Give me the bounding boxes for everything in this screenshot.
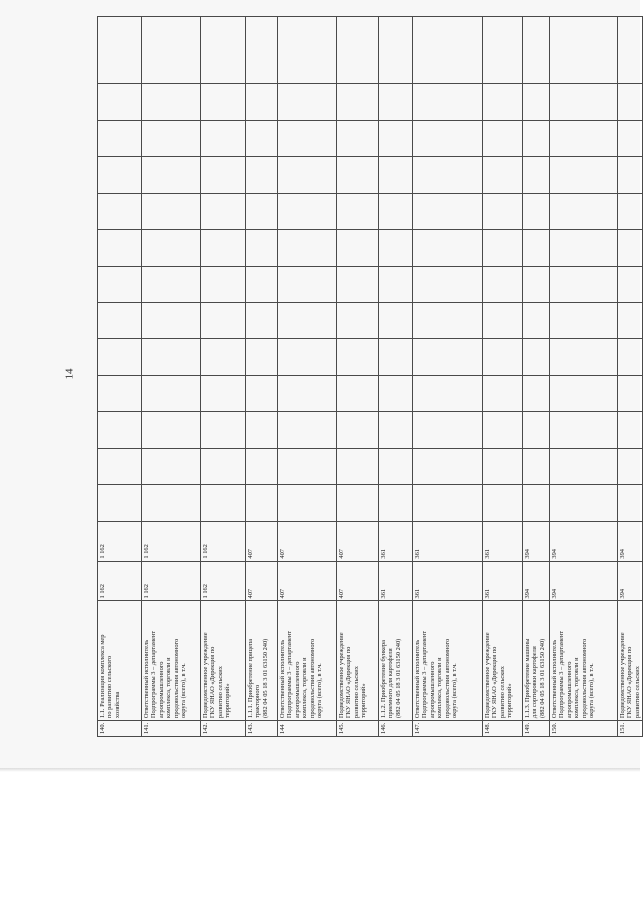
- empty-cell: [523, 412, 550, 448]
- year-value-cell: 394: [618, 521, 643, 561]
- empty-cell: [379, 339, 413, 375]
- empty-cell: [379, 412, 413, 448]
- empty-cell: [550, 266, 618, 302]
- row-number-cell: 142.: [201, 721, 246, 737]
- empty-cell: [201, 157, 246, 193]
- row-number-cell: 144: [278, 721, 337, 737]
- empty-cell: [278, 230, 337, 266]
- table-row: [550, 17, 618, 737]
- empty-cell: [246, 303, 278, 339]
- total-value-cell: 394: [550, 561, 618, 601]
- empty-cell: [379, 375, 413, 411]
- row-number-cell: 140.: [98, 721, 142, 737]
- empty-cell: [523, 266, 550, 302]
- empty-cell: [142, 303, 201, 339]
- empty-cell: [246, 375, 278, 411]
- year-value-cell: 361: [413, 521, 483, 561]
- empty-cell: [98, 485, 142, 521]
- empty-cell: [618, 339, 643, 375]
- empty-cell: [246, 193, 278, 229]
- empty-cell: [550, 17, 618, 84]
- empty-cell: [246, 157, 278, 193]
- empty-cell: [523, 375, 550, 411]
- empty-cell: [337, 485, 379, 521]
- year-value-cell: 1 162: [98, 521, 142, 561]
- row-number-cell: 141.: [142, 721, 201, 737]
- table-row: [337, 17, 379, 737]
- empty-cell: [379, 120, 413, 156]
- empty-cell: [483, 17, 523, 84]
- year-value-cell: 1 162: [201, 521, 246, 561]
- empty-cell: [523, 84, 550, 120]
- empty-cell: [413, 266, 483, 302]
- empty-cell: [618, 120, 643, 156]
- table-row: [246, 17, 278, 737]
- empty-cell: [201, 485, 246, 521]
- empty-cell: [483, 339, 523, 375]
- empty-cell: [413, 375, 483, 411]
- total-value-cell: 407: [246, 561, 278, 601]
- empty-cell: [246, 339, 278, 375]
- empty-cell: [201, 375, 246, 411]
- row-number-cell: 149.: [523, 721, 550, 737]
- total-value-cell: 407: [278, 561, 337, 601]
- row-name-cell: Ответственный исполнитель Подпрограммы 3 – департамент агропромышленного комплекса, торговли и продовольствия автономного округа (всего), в т.ч.: [550, 601, 618, 721]
- empty-cell: [246, 266, 278, 302]
- empty-cell: [550, 84, 618, 120]
- year-value-cell: 361: [483, 521, 523, 561]
- empty-cell: [379, 193, 413, 229]
- empty-cell: [413, 230, 483, 266]
- empty-cell: [379, 485, 413, 521]
- empty-cell: [550, 120, 618, 156]
- empty-cell: [483, 485, 523, 521]
- row-name-cell: Ответственный исполнитель Подпрограммы 3 – департамент агропромышленного комплекса, торговли и продовольствия автономного округа (всего), в т.ч.: [278, 601, 337, 721]
- empty-cell: [246, 485, 278, 521]
- empty-cell: [201, 84, 246, 120]
- empty-cell: [278, 303, 337, 339]
- empty-cell: [337, 157, 379, 193]
- empty-cell: [483, 448, 523, 484]
- empty-cell: [142, 157, 201, 193]
- empty-cell: [98, 120, 142, 156]
- empty-cell: [201, 448, 246, 484]
- empty-cell: [550, 375, 618, 411]
- empty-cell: [550, 303, 618, 339]
- empty-cell: [98, 266, 142, 302]
- empty-cell: [618, 375, 643, 411]
- empty-cell: [379, 230, 413, 266]
- year-value-cell: 407: [278, 521, 337, 561]
- empty-cell: [483, 84, 523, 120]
- empty-cell: [523, 448, 550, 484]
- empty-cell: [278, 193, 337, 229]
- total-value-cell: 361: [379, 561, 413, 601]
- empty-cell: [278, 485, 337, 521]
- empty-cell: [278, 17, 337, 84]
- row-name-cell: Подведомственное учреждение ГКУ ЯНАО «Дирекция по развитию сельских территорий»: [337, 601, 379, 721]
- empty-cell: [413, 193, 483, 229]
- table-row: [379, 17, 413, 737]
- total-value-cell: 361: [413, 561, 483, 601]
- empty-cell: [142, 230, 201, 266]
- total-value-cell: 394: [523, 561, 550, 601]
- empty-cell: [201, 303, 246, 339]
- total-value-cell: 394: [618, 561, 643, 601]
- row-name-cell: Подведомственное учреждение ГКУ ЯНАО «Дирекция по развитию сельских территорий»: [483, 601, 523, 721]
- empty-cell: [523, 303, 550, 339]
- empty-cell: [278, 120, 337, 156]
- row-name-cell: 1.1.3. Приобретение машины для сортировки картофеля (882 04 05 18 3 01 63150 240): [523, 601, 550, 721]
- year-value-cell: 1 162: [142, 521, 201, 561]
- row-number-cell: 147.: [413, 721, 483, 737]
- empty-cell: [246, 84, 278, 120]
- empty-cell: [201, 120, 246, 156]
- empty-cell: [618, 266, 643, 302]
- empty-cell: [550, 485, 618, 521]
- row-name-cell: 1.1.1. Приобретение прицепа тракторного (882 04 05 18 3 01 63150 240): [246, 601, 278, 721]
- empty-cell: [550, 412, 618, 448]
- empty-cell: [278, 339, 337, 375]
- empty-cell: [98, 157, 142, 193]
- empty-cell: [201, 193, 246, 229]
- row-number-cell: 150.: [550, 721, 618, 737]
- empty-cell: [618, 485, 643, 521]
- empty-cell: [618, 448, 643, 484]
- row-number-cell: 143.: [246, 721, 278, 737]
- empty-cell: [246, 230, 278, 266]
- empty-cell: [201, 230, 246, 266]
- empty-cell: [98, 339, 142, 375]
- empty-cell: [98, 448, 142, 484]
- empty-cell: [142, 84, 201, 120]
- row-name-cell: 1.1. Реализация комплекса мер по развитию сельского хозяйства: [98, 601, 142, 721]
- page-number: 14: [63, 368, 76, 380]
- row-name-cell: Ответственный исполнитель Подпрограммы 3 – департамент агропромышленного комплекса, торговли и продовольствия автономного округа (всего), в т.ч.: [142, 601, 201, 721]
- empty-cell: [98, 303, 142, 339]
- empty-cell: [618, 157, 643, 193]
- empty-cell: [246, 448, 278, 484]
- rotated-table-wrapper: [97, 16, 641, 737]
- empty-cell: [379, 266, 413, 302]
- row-name-cell: Ответственный исполнитель Подпрограммы 3 – департамент агропромышленного комплекса, торговли и продовольствия автономного округа (всего), в т.ч.: [413, 601, 483, 721]
- empty-cell: [618, 412, 643, 448]
- empty-cell: [379, 303, 413, 339]
- empty-cell: [246, 17, 278, 84]
- empty-cell: [337, 17, 379, 84]
- year-value-cell: 394: [523, 521, 550, 561]
- row-number-cell: 148.: [483, 721, 523, 737]
- table-row: [201, 17, 246, 737]
- empty-cell: [413, 339, 483, 375]
- empty-cell: [413, 412, 483, 448]
- empty-cell: [523, 485, 550, 521]
- empty-cell: [483, 412, 523, 448]
- empty-cell: [337, 266, 379, 302]
- table-row: [523, 17, 550, 737]
- empty-cell: [201, 339, 246, 375]
- empty-cell: [98, 412, 142, 448]
- empty-cell: [413, 17, 483, 84]
- table-row: [483, 17, 523, 737]
- table-row: [278, 17, 337, 737]
- empty-cell: [618, 84, 643, 120]
- total-value-cell: 407: [337, 561, 379, 601]
- empty-cell: [379, 157, 413, 193]
- empty-cell: [618, 17, 643, 84]
- empty-cell: [523, 17, 550, 84]
- table-row: [98, 17, 142, 737]
- empty-cell: [523, 157, 550, 193]
- table-row: [618, 17, 643, 737]
- empty-cell: [278, 266, 337, 302]
- empty-cell: [483, 193, 523, 229]
- empty-cell: [278, 84, 337, 120]
- empty-cell: [550, 193, 618, 229]
- empty-cell: [98, 193, 142, 229]
- empty-cell: [246, 120, 278, 156]
- total-value-cell: 1 162: [142, 561, 201, 601]
- budget-table: [97, 16, 643, 737]
- empty-cell: [337, 412, 379, 448]
- total-value-cell: 361: [483, 561, 523, 601]
- empty-cell: [201, 412, 246, 448]
- total-value-cell: 1 162: [201, 561, 246, 601]
- empty-cell: [379, 448, 413, 484]
- empty-cell: [246, 412, 278, 448]
- empty-cell: [413, 485, 483, 521]
- table-row: [413, 17, 483, 737]
- empty-cell: [201, 266, 246, 302]
- empty-cell: [142, 120, 201, 156]
- empty-cell: [379, 84, 413, 120]
- empty-cell: [98, 230, 142, 266]
- empty-cell: [278, 375, 337, 411]
- year-value-cell: 394: [550, 521, 618, 561]
- total-value-cell: 1 162: [98, 561, 142, 601]
- empty-cell: [98, 17, 142, 84]
- row-name-cell: 1.1.2. Приобретение бункера приемного для картофеля (882 04 05 18 3 01 63150 240): [379, 601, 413, 721]
- empty-cell: [142, 412, 201, 448]
- row-name-cell: Подведомственное учреждение ГКУ ЯНАО «Дирекция по развитию сельских: [618, 601, 643, 721]
- empty-cell: [142, 339, 201, 375]
- empty-cell: [413, 157, 483, 193]
- empty-cell: [483, 266, 523, 302]
- year-value-cell: 407: [337, 521, 379, 561]
- empty-cell: [523, 230, 550, 266]
- empty-cell: [98, 375, 142, 411]
- empty-cell: [142, 266, 201, 302]
- empty-cell: [413, 303, 483, 339]
- empty-cell: [483, 303, 523, 339]
- empty-cell: [142, 17, 201, 84]
- empty-cell: [337, 303, 379, 339]
- empty-cell: [523, 120, 550, 156]
- row-number-cell: 146.: [379, 721, 413, 737]
- empty-cell: [379, 17, 413, 84]
- empty-cell: [337, 120, 379, 156]
- empty-cell: [142, 485, 201, 521]
- empty-cell: [550, 339, 618, 375]
- empty-cell: [483, 157, 523, 193]
- empty-cell: [550, 230, 618, 266]
- row-number-cell: 151.: [618, 721, 643, 737]
- empty-cell: [550, 448, 618, 484]
- empty-cell: [337, 375, 379, 411]
- empty-cell: [550, 157, 618, 193]
- empty-cell: [483, 120, 523, 156]
- empty-cell: [618, 303, 643, 339]
- empty-cell: [618, 230, 643, 266]
- empty-cell: [523, 339, 550, 375]
- empty-cell: [142, 448, 201, 484]
- table-row: [142, 17, 201, 737]
- empty-cell: [618, 193, 643, 229]
- empty-cell: [413, 84, 483, 120]
- empty-cell: [337, 230, 379, 266]
- empty-cell: [337, 84, 379, 120]
- row-name-cell: Подведомственное учреждение ГКУ ЯНАО «Дирекция по развитию сельских территорий»: [201, 601, 246, 721]
- empty-cell: [523, 193, 550, 229]
- empty-cell: [337, 193, 379, 229]
- year-value-cell: 361: [379, 521, 413, 561]
- empty-cell: [483, 375, 523, 411]
- empty-cell: [142, 193, 201, 229]
- empty-cell: [278, 448, 337, 484]
- empty-cell: [337, 448, 379, 484]
- empty-cell: [278, 412, 337, 448]
- empty-cell: [98, 84, 142, 120]
- empty-cell: [201, 17, 246, 84]
- empty-cell: [337, 339, 379, 375]
- empty-cell: [278, 157, 337, 193]
- empty-cell: [142, 375, 201, 411]
- empty-cell: [413, 120, 483, 156]
- row-number-cell: 145.: [337, 721, 379, 737]
- empty-cell: [413, 448, 483, 484]
- empty-cell: [483, 230, 523, 266]
- scan-edge: [0, 768, 640, 772]
- year-value-cell: 407: [246, 521, 278, 561]
